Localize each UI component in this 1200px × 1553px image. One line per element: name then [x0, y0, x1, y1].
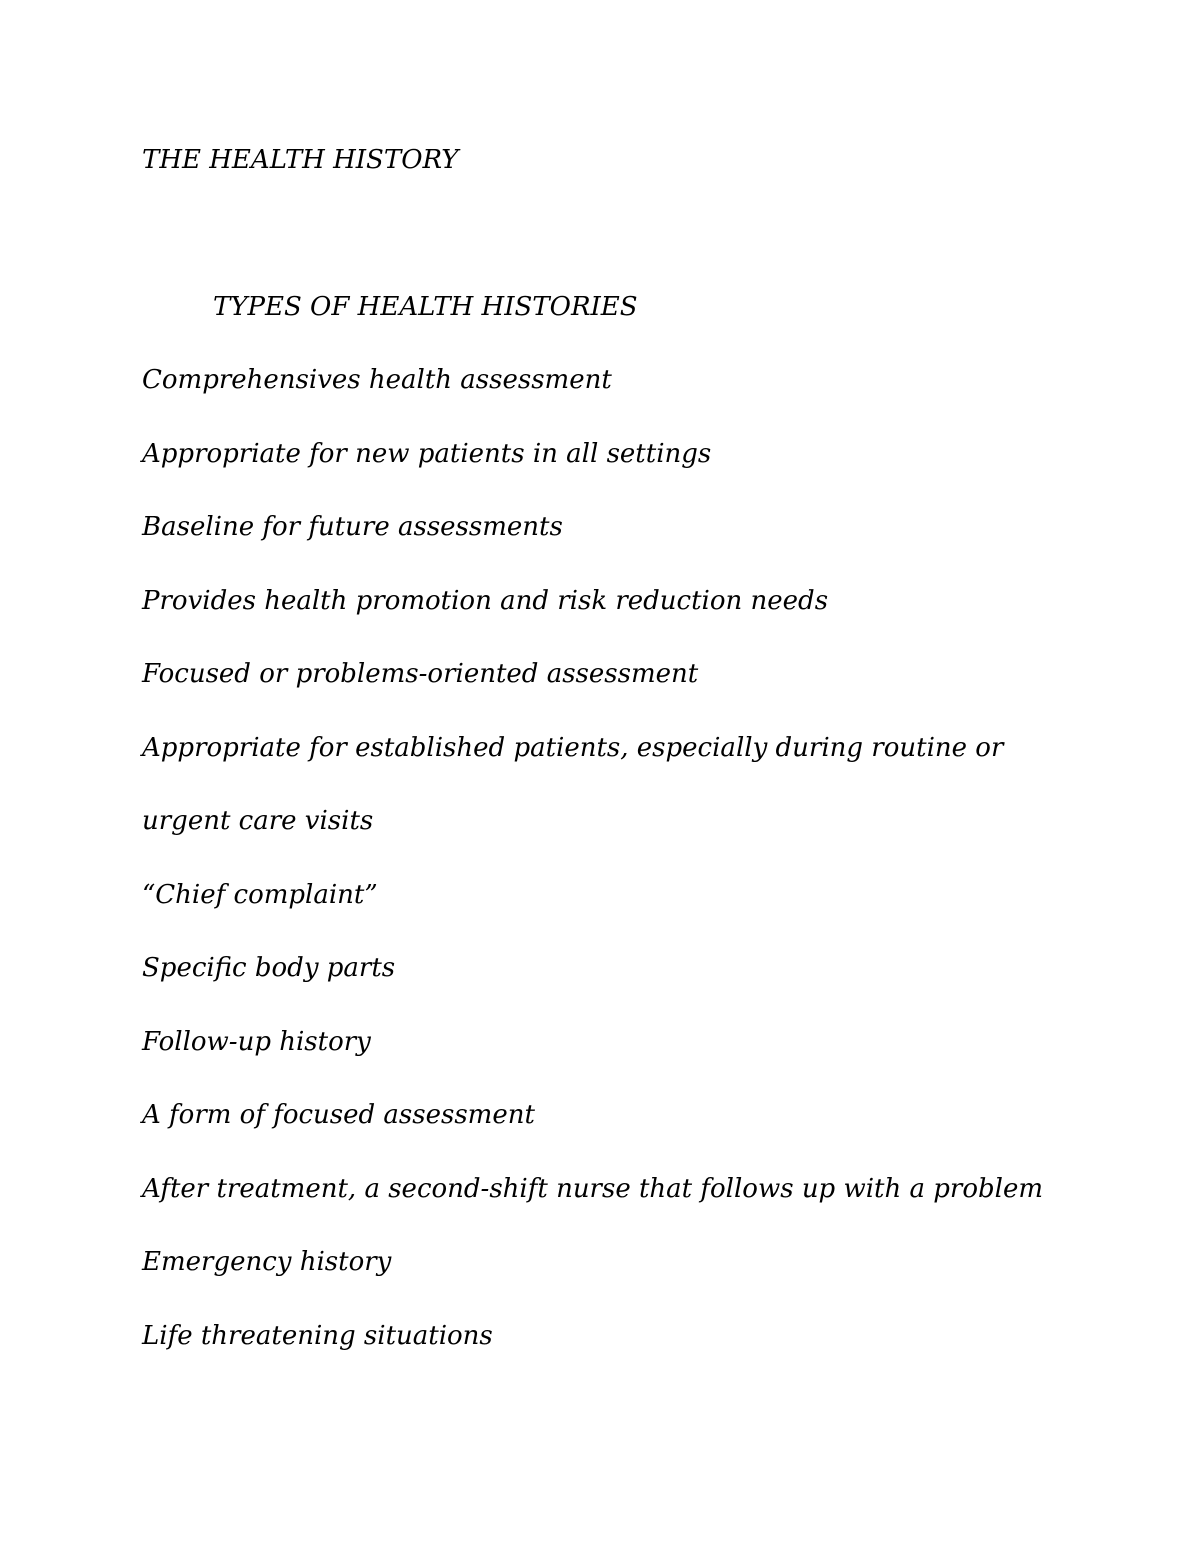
text-line: Baseline for future assessments: [142, 512, 563, 542]
text-line: Specific body parts: [142, 953, 396, 983]
text-line: Appropriate for established patients, especially during routine or: [142, 732, 1004, 763]
text-line: Life threatening situations: [142, 1320, 493, 1351]
text-line: Focused or problems-oriented assessment: [142, 659, 699, 689]
section-heading: TYPES OF HEALTH HISTORIES: [213, 292, 638, 322]
text-line: urgent care visits: [142, 806, 374, 836]
text-lines: [142, 362, 1142, 1391]
text-line: Provides health promotion and risk reduction needs: [142, 585, 829, 616]
text-line: Comprehensives health assessment: [142, 365, 612, 395]
text-line: “Chief complaint”: [142, 879, 378, 910]
text-line: Emergency history: [142, 1247, 392, 1277]
text-line: Appropriate for new patients in all settings: [142, 438, 712, 469]
document-title: THE HEALTH HISTORY: [142, 145, 459, 175]
text-line: Follow-up history: [142, 1026, 371, 1057]
text-line: After treatment, a second-shift nurse that follows up with a problem: [142, 1173, 1043, 1204]
text-line: A form of focused assessment: [142, 1100, 535, 1130]
